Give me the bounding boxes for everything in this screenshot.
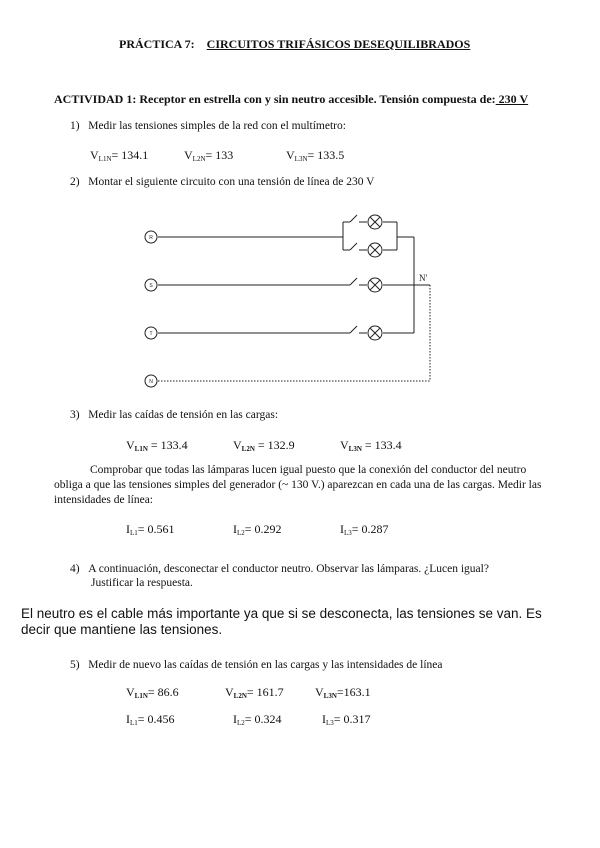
measurement <box>225 685 284 700</box>
meas-value: =163.1 <box>336 685 371 699</box>
meas-symbol: V <box>315 685 324 699</box>
meas-subscript: L1N <box>134 692 148 700</box>
step-number: 4) <box>70 563 80 575</box>
meas-symbol: I <box>322 712 326 726</box>
switch-r1 <box>350 215 357 222</box>
meas-value: = 161.7 <box>246 685 284 699</box>
measurement <box>340 438 402 453</box>
meas-subscript: L3N <box>323 692 337 700</box>
measurement <box>126 522 175 537</box>
meas-subscript: L2N <box>192 155 206 163</box>
meas-subscript: L3 <box>344 529 352 537</box>
meas-symbol: V <box>340 438 349 452</box>
meas-symbol: V <box>225 685 234 699</box>
step-number: 1) <box>70 120 80 132</box>
terminal-label: R <box>149 235 153 241</box>
meas-subscript: L1 <box>130 529 138 537</box>
meas-subscript: L1 <box>130 719 138 727</box>
lamp-icon <box>368 326 382 340</box>
meas-symbol: I <box>126 712 130 726</box>
meas-value: = 0.287 <box>351 522 389 536</box>
measurement <box>340 522 389 537</box>
meas-symbol: V <box>286 148 295 162</box>
lamp-icon <box>368 243 382 257</box>
meas-value: = 0.456 <box>137 712 175 726</box>
step-text: Medir las caídas de tensión en las cargas: <box>88 409 279 421</box>
meas-symbol: I <box>126 522 130 536</box>
practice-title: CIRCUITOS TRIFÁSICOS DESEQUILIBRADOS <box>206 37 471 51</box>
meas-symbol: I <box>340 522 344 536</box>
measurement <box>233 712 282 727</box>
step-text: Medir de nuevo las caídas de tensión en las cargas y las intensidades de línea <box>88 659 443 671</box>
meas-value: = 133.5 <box>307 148 345 162</box>
meas-subscript: L2 <box>237 529 245 537</box>
lamp-icon <box>368 278 382 292</box>
measurement <box>233 522 282 537</box>
meas-value: = 132.9 <box>254 438 295 452</box>
meas-symbol: V <box>233 438 242 452</box>
meas-subscript: L3N <box>348 445 362 453</box>
neutral-point-label: N' <box>419 273 428 283</box>
step-number: 3) <box>70 409 80 421</box>
meas-subscript: L3 <box>326 719 334 727</box>
measurement <box>322 712 371 727</box>
lamp-icon <box>368 215 382 229</box>
meas-subscript: L2 <box>237 719 245 727</box>
meas-subscript: L1N <box>98 155 112 163</box>
measurement <box>126 712 175 727</box>
switch-t <box>350 326 357 333</box>
meas-symbol: V <box>126 438 135 452</box>
switch-r2 <box>350 243 357 250</box>
practice-label: PRÁCTICA 7: <box>119 37 195 51</box>
meas-symbol: I <box>233 712 237 726</box>
meas-subscript: L3N <box>294 155 308 163</box>
meas-value: = 133 <box>205 148 234 162</box>
step-text: Medir las tensiones simples de la red con el multímetro: <box>88 120 346 132</box>
student-answer: El neutro es el cable más importante ya que si se desconecta, las tensiones se van. Es decir que mantiene las tensiones. <box>21 606 542 637</box>
meas-value: = 0.324 <box>244 712 282 726</box>
step-number: 2) <box>70 176 80 188</box>
meas-subscript: L2N <box>233 692 247 700</box>
step-number: 5) <box>70 659 80 671</box>
meas-value: = 0.561 <box>137 522 175 536</box>
meas-symbol: V <box>184 148 193 162</box>
step-4-continuation: Justificar la respuesta. <box>91 577 193 589</box>
meas-symbol: V <box>90 148 99 162</box>
meas-value: = 133.4 <box>147 438 188 452</box>
step-4 <box>70 563 489 575</box>
meas-subscript: L1N <box>134 445 148 453</box>
meas-value: = 134.1 <box>111 148 149 162</box>
step-5 <box>70 659 442 671</box>
activity-voltage: 230 V <box>495 92 529 106</box>
terminal-label: N <box>149 379 153 385</box>
terminal-label: T <box>149 331 153 337</box>
switch-s <box>350 278 357 285</box>
activity-title-prefix: ACTIVIDAD 1: Receptor en estrella con y sin neutro accesible. Tensión compuesta de: <box>54 92 496 106</box>
instruction-paragraph: Comprobar que todas las lámparas lucen igual puesto que la conexión del conductor del neutro obliga a que las tensiones simples del generador (~ 130 V.) aparezcan en cada una de las cargas. Medir las intensidades de línea: <box>54 464 542 506</box>
meas-value: = 0.317 <box>333 712 371 726</box>
meas-value: = 86.6 <box>147 685 179 699</box>
step-text: A continuación, desconectar el conductor neutro. Observar las lámparas. ¿Lucen igual? <box>88 563 489 575</box>
measurement <box>126 685 179 700</box>
step-3 <box>70 409 278 421</box>
measurement <box>233 438 295 453</box>
measurement <box>315 685 371 700</box>
meas-value: = 133.4 <box>361 438 402 452</box>
terminal-label: S <box>149 283 153 289</box>
meas-subscript: L2N <box>241 445 255 453</box>
meas-symbol: V <box>126 685 135 699</box>
meas-symbol: I <box>233 522 237 536</box>
measurement <box>126 438 188 453</box>
meas-value: = 0.292 <box>244 522 282 536</box>
step-text: Montar el siguiente circuito con una tensión de línea de 230 V <box>88 176 375 188</box>
